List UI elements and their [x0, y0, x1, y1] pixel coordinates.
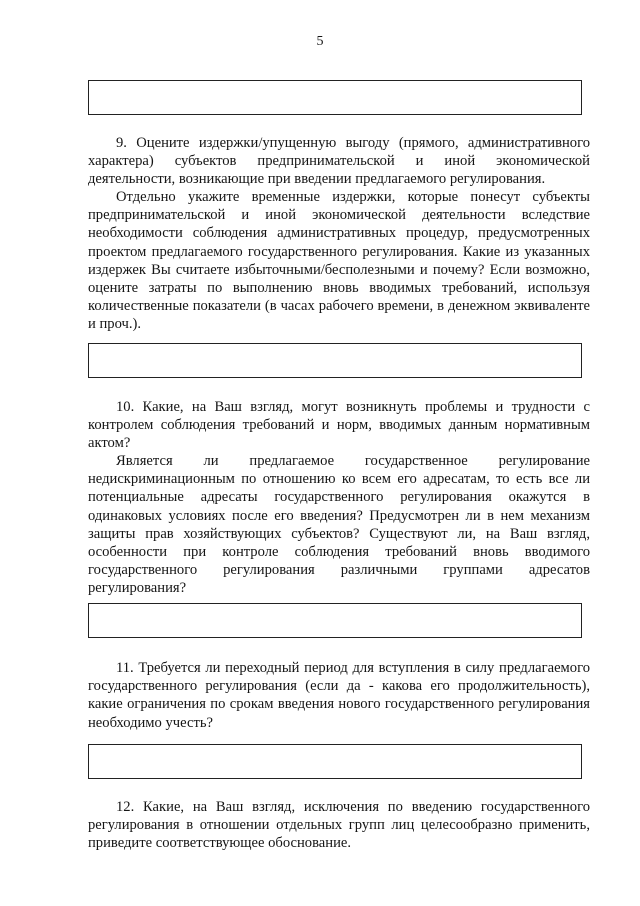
answer-field-question-9[interactable] — [88, 343, 582, 378]
answer-field-question-11[interactable] — [88, 744, 582, 779]
question-10-text: 10. Какие, на Ваш взгляд, могут возникнуть проблемы и трудности с контролем соблюдения требований и норм, вводимых данным нормативным актом? — [88, 399, 590, 452]
answer-field-question-10[interactable] — [88, 603, 582, 638]
question-10-details: Является ли предлагаемое государственное регулирование недискриминационным по отношению ко всем его адресатам, то есть все ли потенциальные адресаты государственного регулирования окажутся в одинаковых условиях после его введения? Предусмотрен ли в нем механизм защиты прав хозяйствующих субъектов? Существуют ли, на Ваш взгляд, особенности при контроле соблюдения требований вновь вводимого государственного регулирования различными группами адресатов регулирования? — [88, 453, 590, 597]
question-9-text: 9. Оцените издержки/упущенную выгоду (прямого, административного характера) субъектов предпринимательской и иной экономической деятельности, возникающие при введении предлагаемого регулирования. — [88, 135, 590, 188]
question-11-text: 11. Требуется ли переходный период для вступления в силу предлагаемого государственного регулирования (если да - какова его продолжительность), какие ограничения по срокам введения нового государственного регулирования необходимо учесть? — [88, 660, 590, 731]
page-number: 5 — [316, 34, 324, 49]
question-9-details: Отдельно укажите временные издержки, которые понесут субъекты предпринимательской и иной экономической деятельности вследствие необходимости соблюдения административных процедур, предусмотренных проектом предлагаемого государственного регулирования. Какие из указанных издержек Вы считаете избыточными/бесполезными и почему? Если возможно, оцените затраты по выполнению вновь вводимых требований, используя количественные показатели (в часах рабочего времени, в денежном эквиваленте и проч.). — [88, 189, 590, 333]
answer-field-previous[interactable] — [88, 80, 582, 115]
question-12-text: 12. Какие, на Ваш взгляд, исключения по введению государственного регулирования в отношении отдельных групп лиц целесообразно применить, приведите соответствующее обоснование. — [88, 799, 590, 852]
